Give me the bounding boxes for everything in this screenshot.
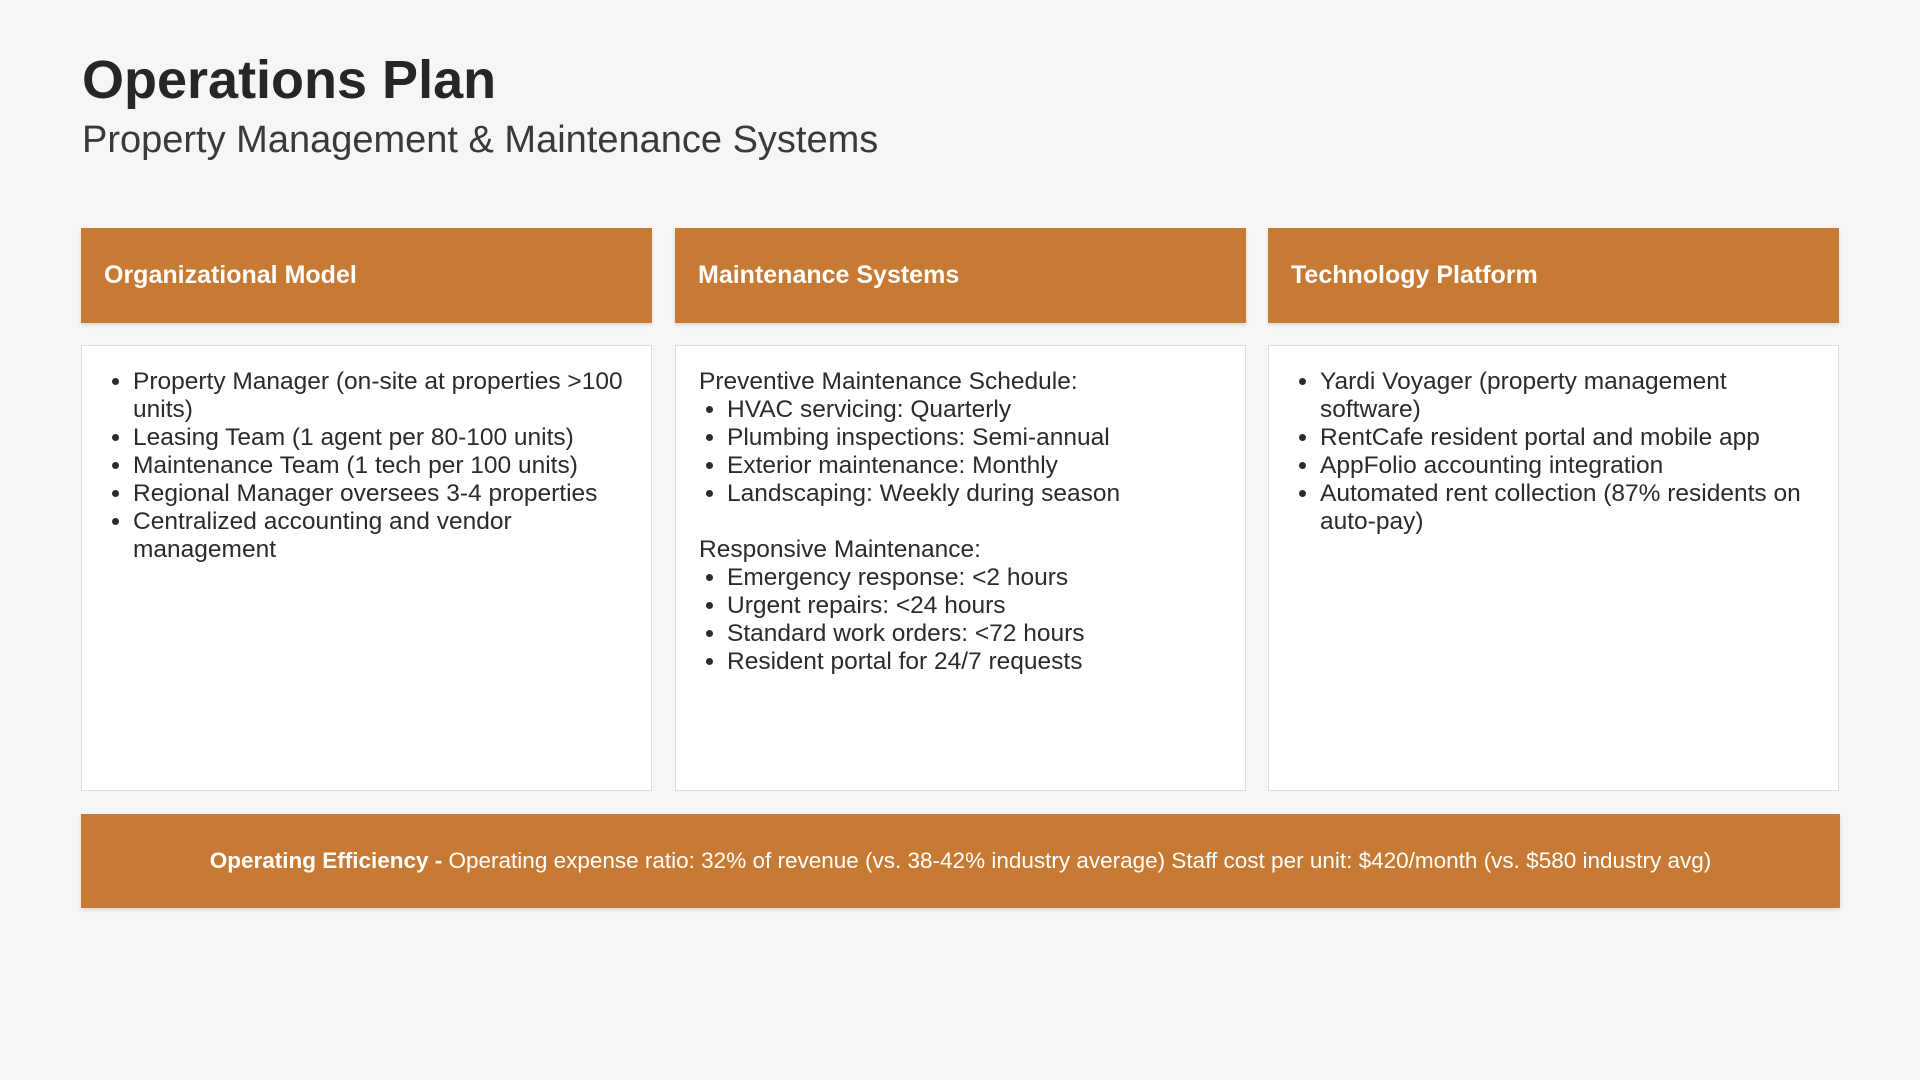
list-item: • Plumbing inspections: Semi-annual (727, 424, 1221, 452)
responsive-maintenance-label: Responsive Maintenance: (699, 536, 981, 563)
list-item: • RentCafe resident portal and mobile app (1320, 424, 1814, 452)
technology-platform-card (1268, 345, 1839, 791)
maintenance-systems-header (675, 228, 1246, 323)
list-item: • Standard work orders: <72 hours (727, 620, 1221, 648)
organizational-model-card (81, 345, 652, 791)
technology-platform-title: Technology Platform (1291, 261, 1538, 289)
list-item: • Landscaping: Weekly during season (727, 480, 1221, 508)
technology-platform-list (1292, 368, 1814, 536)
operating-efficiency-text: Operating expense ratio: 32% of revenue (vs. 38-42% industry average) Staff cost per unit: $420/month (vs. $580 industry avg) (448, 848, 1712, 873)
list-item: • Automated rent collection (87% residents on auto-pay) (1320, 480, 1814, 536)
list-item: • Resident portal for 24/7 requests (727, 648, 1221, 676)
list-item: • HVAC servicing: Quarterly (727, 396, 1221, 424)
operating-efficiency-label: Operating Efficiency (209, 848, 429, 873)
list-item: • Regional Manager oversees 3-4 properties (133, 480, 627, 508)
list-item: • Centralized accounting and vendor management (133, 508, 627, 564)
list-item: • Property Manager (on-site at properties >100 units) (133, 368, 627, 424)
operating-efficiency-banner (81, 814, 1840, 908)
section-spacer (699, 508, 1221, 536)
list-item: • Exterior maintenance: Monthly (727, 452, 1221, 480)
page-title: Operations Plan (82, 50, 497, 110)
footer-separator: - (428, 848, 449, 873)
organizational-model-title: Organizational Model (104, 261, 357, 289)
list-item: • Maintenance Team (1 tech per 100 units) (133, 452, 627, 480)
maintenance-systems-title: Maintenance Systems (698, 261, 960, 289)
technology-platform-header (1268, 228, 1839, 323)
preventive-maintenance-label: Preventive Maintenance Schedule: (699, 368, 1078, 395)
responsive-maintenance-list (699, 564, 1221, 676)
list-item: • AppFolio accounting integration (1320, 452, 1814, 480)
list-item: • Yardi Voyager (property management software) (1320, 368, 1814, 424)
list-item: • Emergency response: <2 hours (727, 564, 1221, 592)
list-item: • Urgent repairs: <24 hours (727, 592, 1221, 620)
page-subtitle: Property Management & Maintenance Systems (82, 119, 879, 161)
preventive-maintenance-list (699, 396, 1221, 508)
maintenance-systems-card (675, 345, 1246, 791)
list-item: • Leasing Team (1 agent per 80-100 units) (133, 424, 627, 452)
organizational-model-header (81, 228, 652, 323)
organizational-model-list (105, 368, 627, 564)
